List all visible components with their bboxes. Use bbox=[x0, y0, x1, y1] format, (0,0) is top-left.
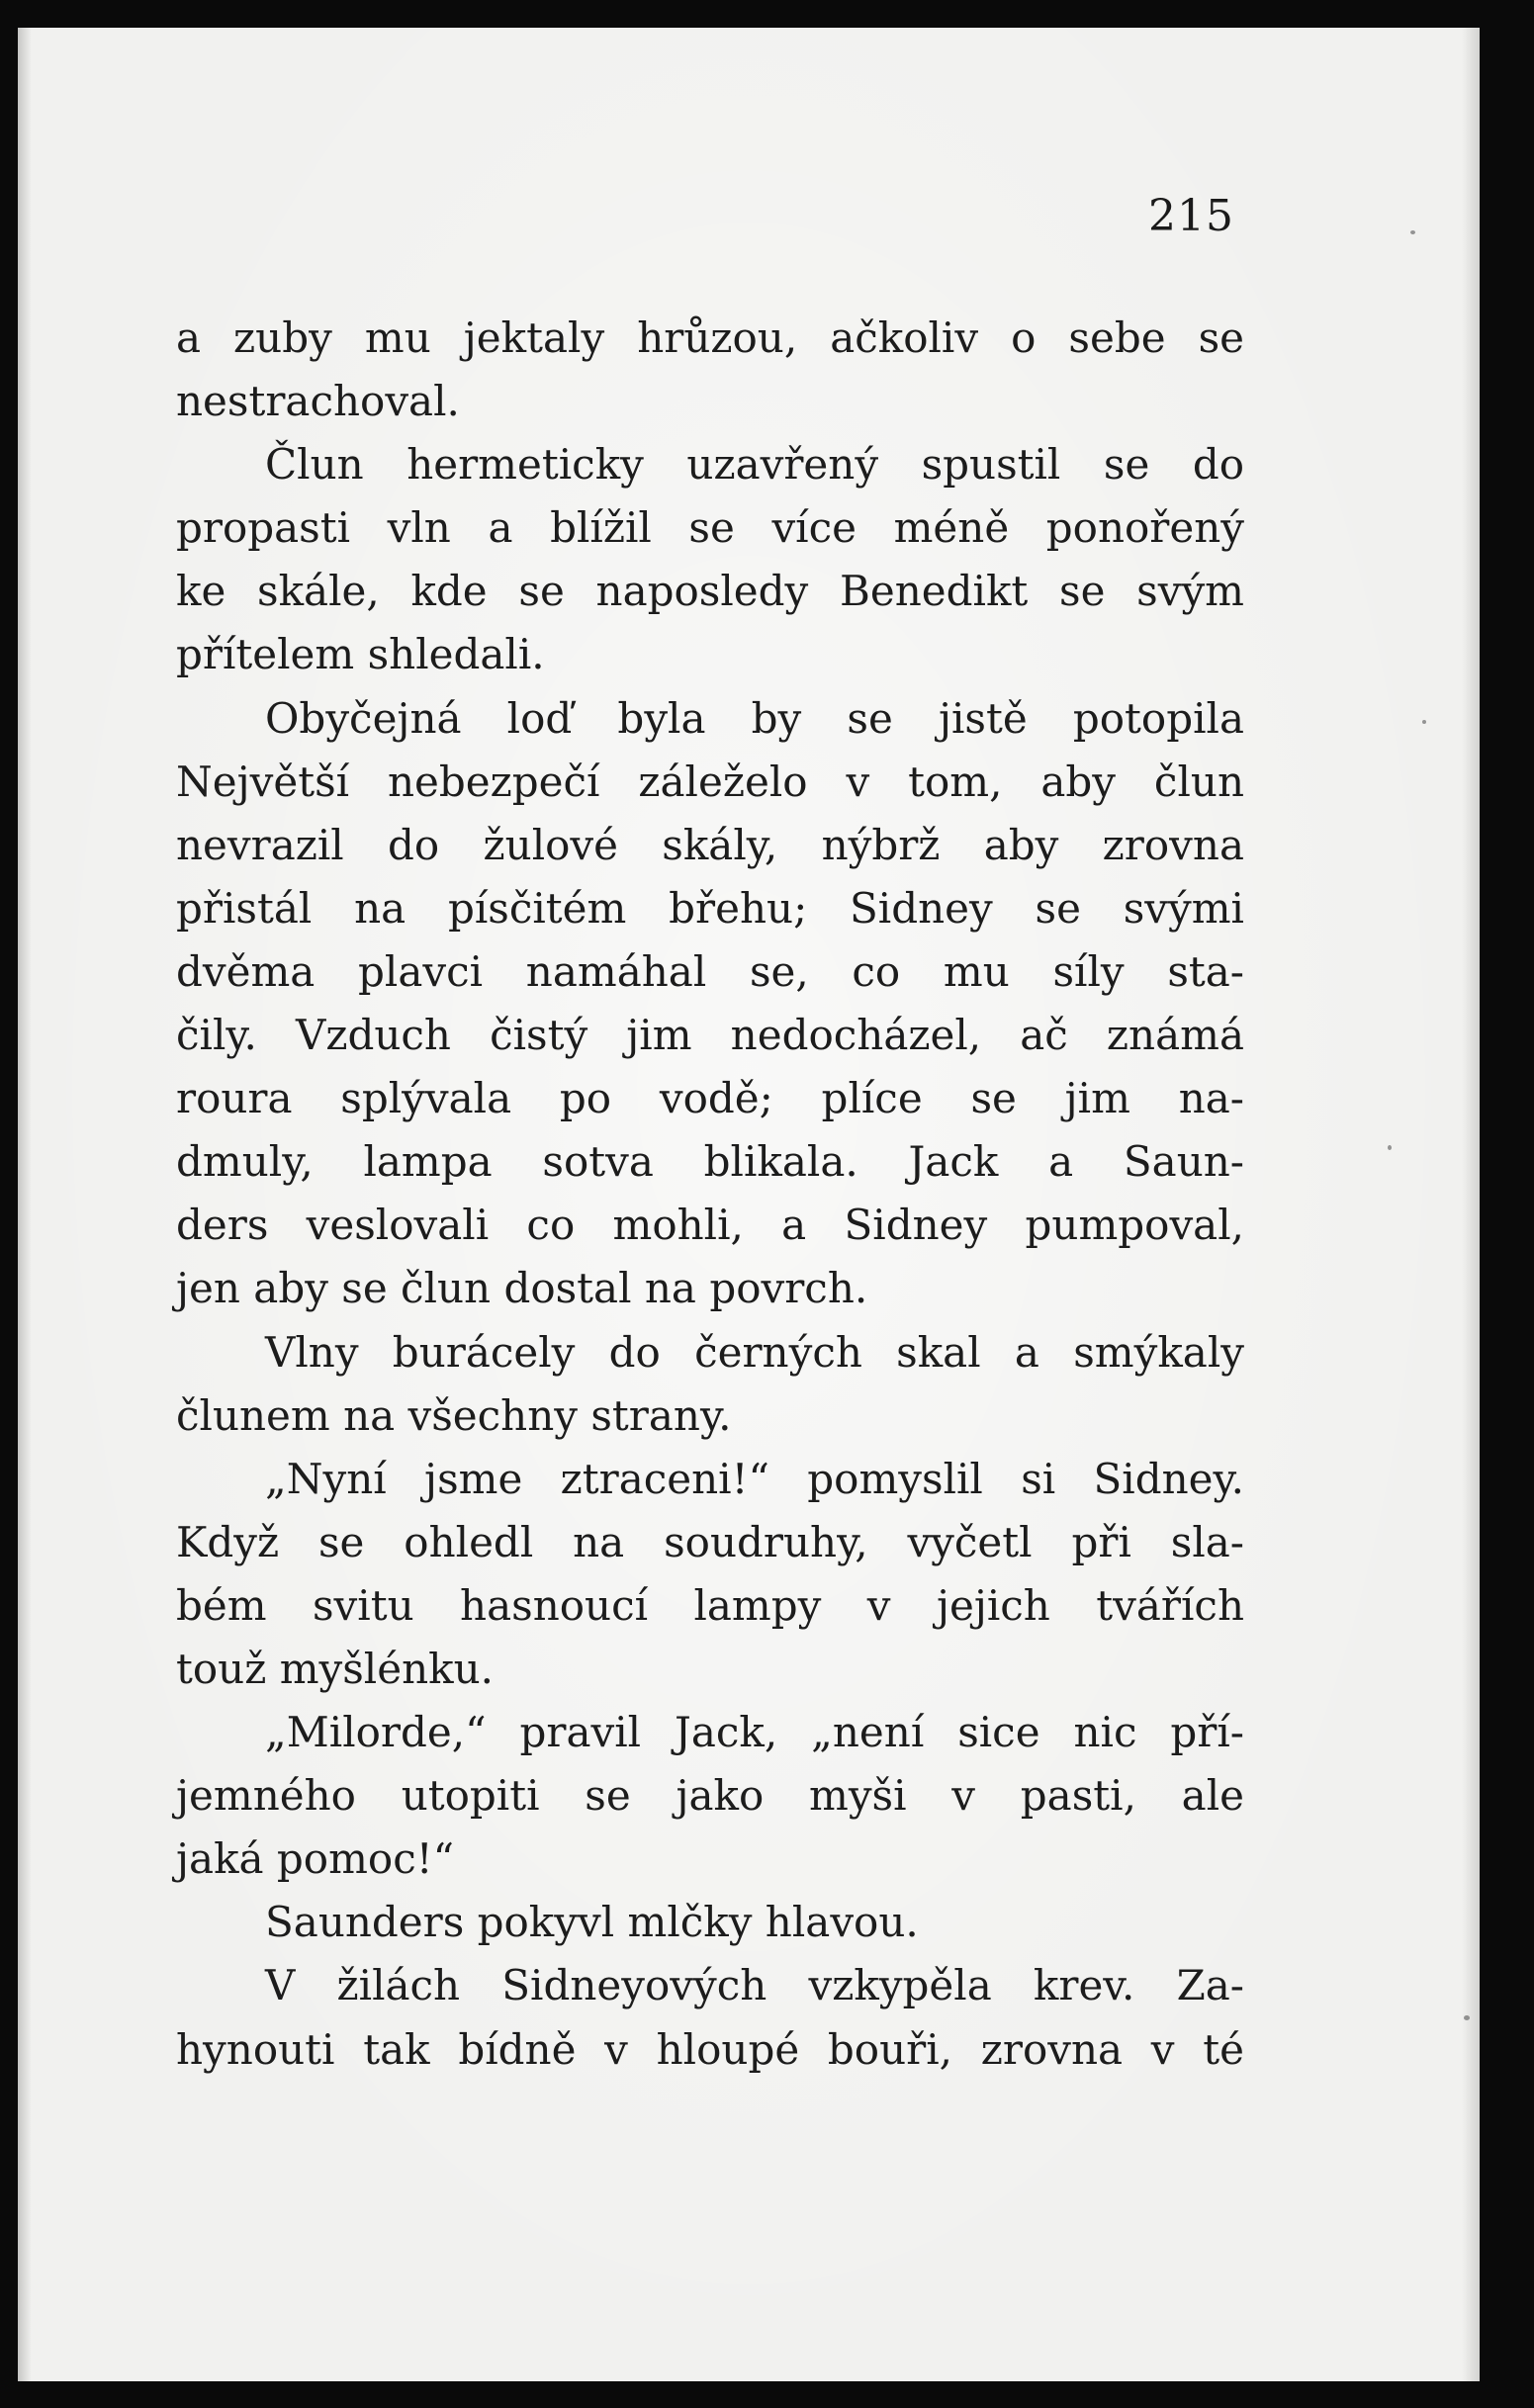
text-line: dmuly, lampa sotva blikala. Jack a Saun- bbox=[176, 1137, 1244, 1187]
text-line: roura splývala po vodě; plíce se jim na- bbox=[176, 1074, 1244, 1123]
text-line: dvěma plavci namáhal se, co mu síly sta- bbox=[176, 946, 1244, 996]
text-line: hynouti tak bídně v hloupé bouři, zrovna v té bbox=[176, 2024, 1244, 2074]
text-line: nevrazil do žulové skály, nýbrž aby zrovna bbox=[176, 820, 1244, 869]
dust-speck bbox=[1388, 1145, 1392, 1150]
text-line: bém svitu hasnoucí lampy v jejich tvářích bbox=[176, 1580, 1244, 1630]
page-number: 215 bbox=[1148, 191, 1234, 241]
dust-speck bbox=[1410, 230, 1415, 234]
dust-speck bbox=[1422, 720, 1426, 724]
text-line: jaká pomoc!“ bbox=[176, 1834, 455, 1884]
text-line: Vlny burácely do černých skal a smýkaly bbox=[265, 1327, 1244, 1377]
text-line: čily. Vzduch čistý jim nedocházel, ač známá bbox=[176, 1011, 1244, 1060]
text-line: propasti vln a blížil se více méně ponořený bbox=[176, 503, 1244, 553]
text-line: Člun hermeticky uzavřený spustil se do bbox=[265, 440, 1244, 490]
text-line: Obyčejná loď byla by se jistě potopila bbox=[265, 693, 1244, 743]
text-line: a zuby mu jektaly hrůzou, ačkoliv o sebe se bbox=[176, 313, 1244, 362]
text-line: ders veslovali co mohli, a Sidney pumpoval, bbox=[176, 1201, 1244, 1250]
text-line: Saunders pokyvl mlčky hlavou. bbox=[265, 1898, 919, 1947]
text-line: ke skále, kde se naposledy Benedikt se svým bbox=[176, 567, 1244, 616]
text-line: přistál na písčitém břehu; Sidney se svými bbox=[176, 883, 1244, 933]
text-line: nestrachoval. bbox=[176, 377, 460, 426]
text-line: jemného utopiti se jako myši v pasti, ale bbox=[176, 1771, 1244, 1821]
dust-speck bbox=[1464, 2015, 1470, 2020]
body-text bbox=[176, 307, 1244, 2082]
text-line: V žilách Sidneyových vzkypěla krev. Za- bbox=[265, 1961, 1244, 2010]
text-line: Když se ohledl na soudruhy, vyčetl při sla- bbox=[176, 1517, 1244, 1566]
text-line: přítelem shledali. bbox=[176, 630, 545, 679]
text-line: „Nyní jsme ztraceni!“ pomyslil si Sidney. bbox=[265, 1454, 1244, 1503]
book-page bbox=[18, 28, 1480, 2381]
text-line: touž myšlénku. bbox=[176, 1644, 494, 1693]
text-line: jen aby se člun dostal na povrch. bbox=[176, 1264, 868, 1313]
text-line: Největší nebezpečí záleželo v tom, aby člun bbox=[176, 757, 1244, 806]
text-line: člunem na všechny strany. bbox=[176, 1390, 732, 1440]
text-line: „Milorde,“ pravil Jack, „není sice nic pří- bbox=[265, 1708, 1244, 1757]
